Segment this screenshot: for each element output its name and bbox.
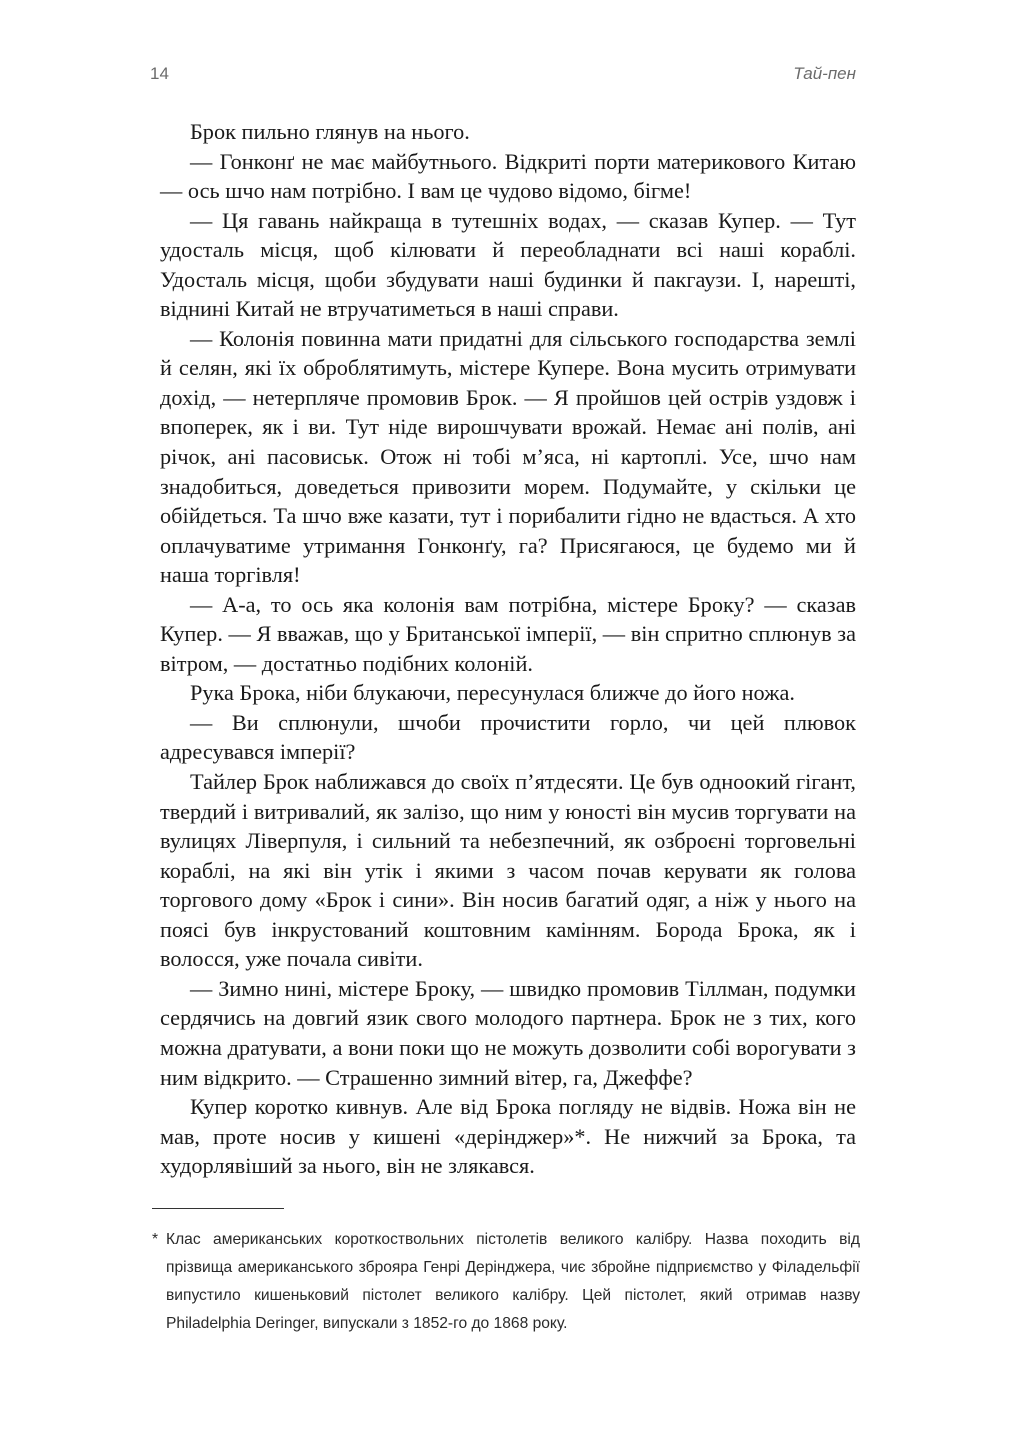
paragraph: Купер коротко кивнув. Але від Брока погляду не відвів. Ножа він не мав, проте носив у кишені «дерінджер»*. Не нижчий за Брока, та худорлявіший за нього, він не злякався.: [160, 1094, 856, 1179]
paragraph: Рука Брока, ніби блукаючи, пересунулася ближче до його ножа.: [190, 680, 795, 706]
footnote-text: Клас американських короткоствольних пістолетів великого калібру. Назва походить від прізвища американського зброяра Генрі Дерінджера, чиє збройне підприємство у Філадельфії випустило кишеньковий пістолет великого калібру. Цей пістолет, який отримав назву Philadelphia Deringer, випускали з 1852-го до 1868 року.: [166, 1231, 860, 1332]
paragraph: — Колонія повинна мати придатні для сільського господарства землі й селян, які їх оброблятимуть, містере Купере. Вона мусить отримувати дохід, — нетерпляче промовив Брок. — Я пройшов цей острів уздовж і впоперек, як і ви. Тут ніде вирошчувати врожай. Немає ані полів, ані річок, ані пасовиськ. Отож ні тобі м’яса, ні картоплі. Усе, шчо нам знадобиться, доведеться привозити морем. Подумайте, у скільки це обійдеться. Та шчо вже казати, тут і порибалити гідно не вдасться. А хто оплачуватиме утримання Гонконґу, га? Присягаюся, це будемо ми й наша торгівля!: [160, 325, 856, 588]
footnote-divider: [152, 1208, 284, 1209]
page-header: [150, 64, 856, 92]
running-title: Тай-пен: [793, 64, 856, 83]
paragraph: Тайлер Брок наближався до своїх п’ятдесяти. Це був одноокий гігант, твердий і витривалий, як залізо, що ним у юності він мусив торгувати на вулицях Ліверпуля, і сильний та небезпечний, як озброєні торговельні кораблі, на які він утік і якими з часом почав керувати як голова торгового дому «Брок і сини». Він носив багатий одяг, а ніж у нього на поясі був інкрустований коштовним камінням. Борода Брока, як і волосся, уже почала сивіти.: [160, 769, 856, 972]
paragraph: — А-а, то ось яка колонія вам потрібна, містере Броку? — сказав Купер. — Я вважав, що у Британської імперії, — він спритно сплюнув за вітром, — достатньо подібних колоній.: [160, 591, 856, 676]
paragraph: Брок пильно глянув на нього.: [190, 119, 470, 144]
body-text: [160, 117, 856, 1181]
paragraph: — Зимно нині, містере Броку, — швидко промовив Тіллман, подумки сердячись на довгий язик свого молодого партнера. Брок не з тих, кого можна дратувати, а вони поки що не можуть дозволити собі ворогувати з ним відкрито. — Страшенно зимний вітер, га, Джеффе?: [160, 975, 856, 1090]
paragraph: — Гонконґ не має майбутнього. Відкриті порти материкового Китаю — ось шчо нам потрібно. І вам це чудово відомо, бігме!: [160, 148, 856, 204]
paragraph: — Ця гавань найкраща в тутешніх водах, — сказав Купер. — Тут удосталь місця, щоб кілювати й переобладнати всі наші кораблі. Удосталь місця, щоби збудувати наші будинки й пакгаузи. І, нарешті, віднині Китай не втручатиметься в наші справи.: [160, 207, 856, 322]
footnote: [152, 1226, 860, 1338]
paragraph: — Ви сплюнули, шчоби прочистити горло, чи цей плювок адресувався імперії?: [160, 709, 856, 765]
footnote-marker: *: [152, 1231, 159, 1248]
page-number: 14: [150, 64, 169, 83]
